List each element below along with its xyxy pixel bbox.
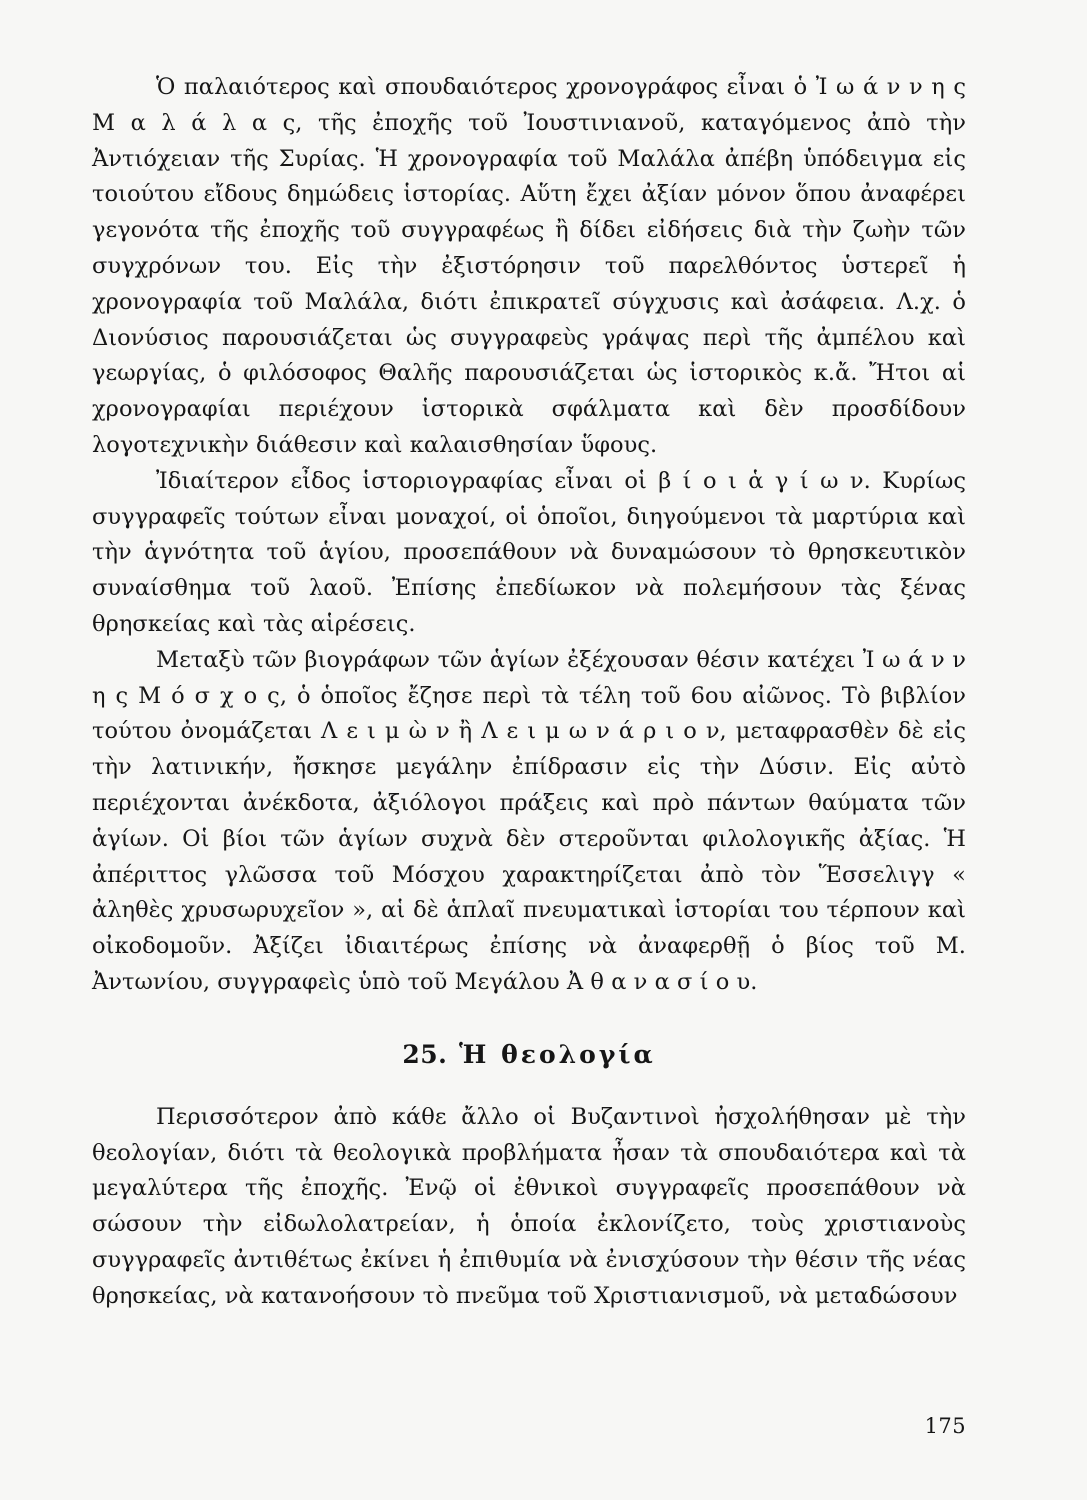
paragraph-lives-of-saints: Ἰδιαίτερον εἶδος ἱστοριογραφίας εἶναι οἱ β ί ο ι ἁ γ ί ω ν. Κυρίως συγγραφεῖς τούτων εἶναι μοναχοί, οἱ ὁποῖοι, διηγούμενοι τὰ μαρτύρια καὶ τὴν ἁγνότητα τοῦ ἁγίου, προσεπάθουν νὰ δυναμώσουν τὸ θρησκευτικὸν συναίσθημα τοῦ λαοῦ. Ἐπίσης ἐπεδίωκον νὰ πολεμήσουν τὰς ξένας θρησκείας καὶ τὰς αἱρέσεις. — [92, 467, 966, 637]
section-title: Ἡ θεολογία — [459, 1039, 656, 1069]
page-number: 175 — [924, 1414, 966, 1438]
section-heading — [92, 1038, 966, 1072]
paragraph-john-moschos: Μεταξὺ τῶν βιογράφων τῶν ἁγίων ἐξέχουσαν θέσιν κατέχει Ἰ ω ά ν ν η ς Μ ό σ χ ο ς, ὁ ὁποῖος ἔζησε περὶ τὰ τέλη τοῦ 6ου αἰῶνος. Τὸ βιβλίον τούτου ὀνομάζεται Λ ε ι μ ὼ ν ἢ Λ ε ι μ ω ν ά ρ ι ο ν, μεταφρασθὲν δὲ εἰς τὴν λατινικήν, ἤσκησε μεγάλην ἐπίδρασιν εἰς τὴν Δύσιν. Εἰς αὐτὸ περιέχονται ἀνέκδοτα, ἀξιόλογοι πράξεις καὶ πρὸ πάντων θαύματα τῶν ἁγίων. Οἱ βίοι τῶν ἁγίων συχνὰ δὲν στεροῦνται φιλολογικῆς ἀξίας. Ἡ ἀπέριττος γλῶσσα τοῦ Μόσχου χαρακτηρίζεται ἀπὸ τὸν Ἕσσελιγγ « ἀληθὲς χρυσωρυχεῖον », αἱ δὲ ἁπλαῖ πνευματικαὶ ἱστορίαι του τέρπουν καὶ οἰκοδομοῦν. Ἀξίζει ἰδιαιτέρως ἐπίσης νὰ ἀναφερθῇ ὁ βίος τοῦ Μ. Ἀντωνίου, συγγραφεὶς ὑπὸ τοῦ Μεγάλου Ἀ θ α ν α σ ί ο υ. — [92, 646, 966, 995]
section-number: 25. — [402, 1039, 448, 1069]
paragraph-theology: Περισσότερον ἀπὸ κάθε ἄλλο οἱ Βυζαντινοὶ ἠσχολήθησαν μὲ τὴν θεολογίαν, διότι τὰ θεολογικὰ προβλήματα ἦσαν τὰ σπουδαιότερα καὶ τὰ μεγαλύτερα τῆς ἐποχῆς. Ἐνῷ οἱ ἐθνικοὶ συγγραφεῖς προσεπάθουν νὰ σώσουν τὴν εἰδωλολατρείαν, ἡ ὁποία ἐκλονίζετο, τοὺς χριστιανοὺς συγγραφεῖς ἀντιθέτως ἐκίνει ἡ ἐπιθυμία νὰ ἐνισχύσουν τὴν θέσιν τῆς νέας θρησκείας, νὰ κατανοήσουν τὸ πνεῦμα τοῦ Χριστιανισμοῦ, νὰ μεταδώσουν — [92, 1103, 966, 1309]
paragraph-malalas-chronography: Ὁ παλαιότερος καὶ σπουδαιότερος χρονογράφος εἶναι ὁ Ἰ ω ά ν ν η ς Μ α λ ά λ α ς, τῆς ἐποχῆς τοῦ Ἰουστινιανοῦ, καταγόμενος ἀπὸ τὴν Ἀντιόχειαν τῆς Συρίας. Ἡ χρονογραφία τοῦ Μαλάλα ἀπέβη ὑπόδειγμα εἰς τοιούτου εἴδους δημώδεις ἱστορίας. Αὕτη ἔχει ἀξίαν μόνον ὅπου ἀναφέρει γεγονότα τῆς ἐποχῆς τοῦ συγγραφέως ἢ δίδει εἰδήσεις διὰ τὴν ζωὴν τῶν συγχρόνων του. Εἰς τὴν ἐξιστόρησιν τοῦ παρελθόντος ὑστερεῖ ἡ χρονογραφία τοῦ Μαλάλα, διότι ἐπικρατεῖ σύγχυσις καὶ ἀσάφεια. Λ.χ. ὁ Διονύσιος παρουσιάζεται ὡς συγγραφεὺς γράψας περὶ τῆς ἀμπέλου καὶ γεωργίας, ὁ φιλόσοφος Θαλῆς παρουσιάζεται ὡς ἱστορικὸς κ.ἄ. Ἤτοι αἱ χρονογραφίαι περιέχουν ἱστορικὰ σφάλματα καὶ δὲν προσδίδουν λογοτεχνικὴν διάθεσιν καὶ καλαισθησίαν ὕφους. — [92, 74, 966, 458]
book-page — [92, 70, 966, 1450]
